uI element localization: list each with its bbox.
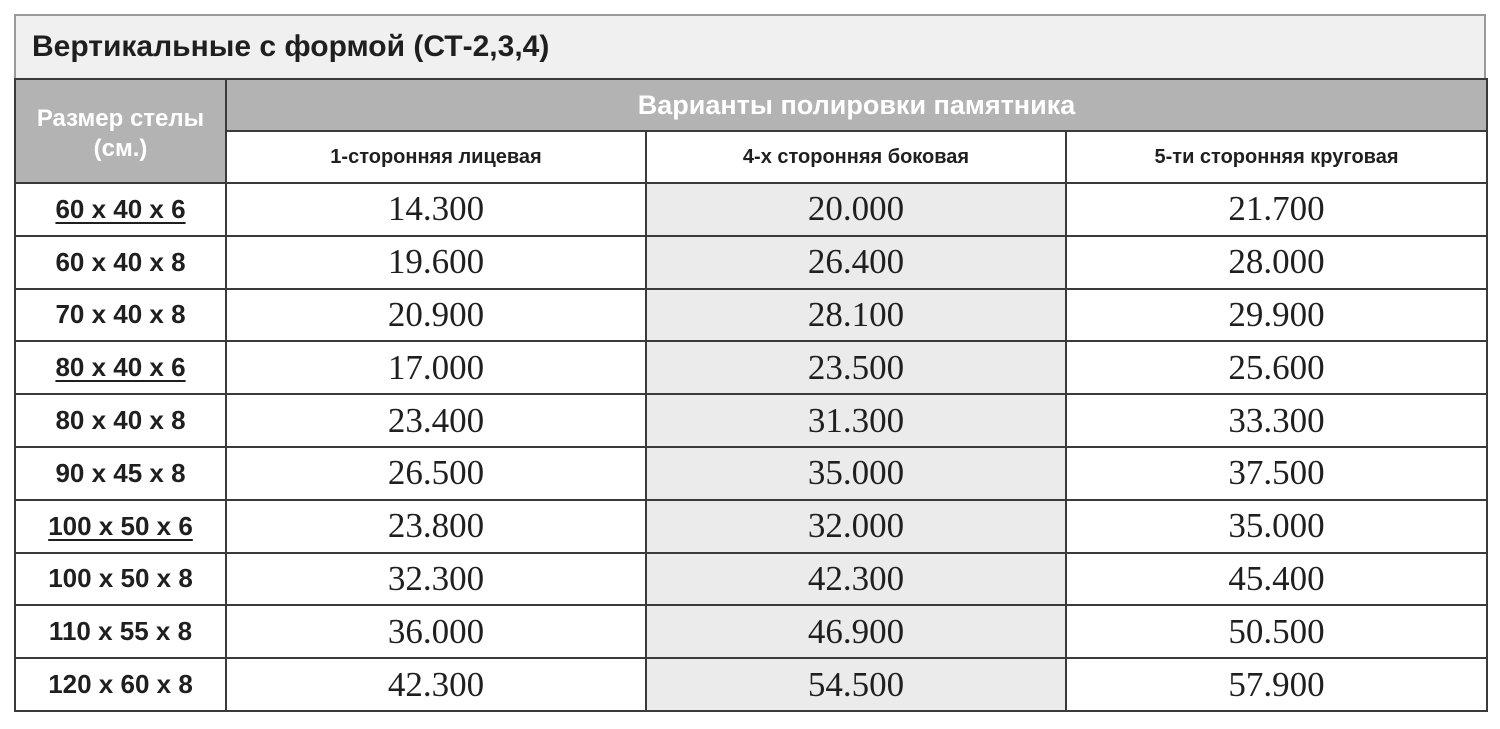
table-row — [15, 553, 1487, 606]
price-round-cell: 29.900 — [1066, 289, 1487, 342]
polish-options-header: Варианты полировки памятника — [226, 79, 1487, 131]
page-title: Вертикальные с формой (СТ-2,3,4) — [16, 16, 1484, 78]
price-face-cell: 19.600 — [226, 236, 646, 289]
table-row — [15, 447, 1487, 500]
price-round-cell: 28.000 — [1066, 236, 1487, 289]
header-row-columns — [15, 131, 1487, 183]
price-round-cell: 35.000 — [1066, 500, 1487, 553]
stele-size-cell — [15, 553, 226, 606]
stele-size-label: 80 x 40 x 6 — [55, 352, 186, 383]
price-round-cell: 57.900 — [1066, 658, 1487, 711]
stele-size-label: 120 x 60 x 8 — [48, 669, 193, 700]
stele-size-label: 60 x 40 x 6 — [55, 193, 186, 224]
price-side-cell: 31.300 — [646, 394, 1066, 447]
price-face-cell: 42.300 — [226, 658, 646, 711]
stele-size-cell — [15, 658, 226, 711]
column-header-round: 5-ти сторонняя круговая — [1066, 131, 1487, 183]
price-face-cell: 20.900 — [226, 289, 646, 342]
price-side-cell: 28.100 — [646, 289, 1066, 342]
price-face-cell: 26.500 — [226, 447, 646, 500]
price-face-cell: 32.300 — [226, 553, 646, 606]
price-round-cell: 25.600 — [1066, 341, 1487, 394]
stele-size-cell — [15, 500, 226, 553]
column-header-side: 4-х сторонняя боковая — [646, 131, 1066, 183]
table-row — [15, 341, 1487, 394]
price-round-cell: 21.700 — [1066, 183, 1487, 236]
price-side-cell: 20.000 — [646, 183, 1066, 236]
stele-size-label: 90 x 45 x 8 — [55, 457, 186, 488]
price-side-cell: 46.900 — [646, 605, 1066, 658]
table-row — [15, 236, 1487, 289]
price-side-cell: 23.500 — [646, 341, 1066, 394]
price-side-cell: 42.300 — [646, 553, 1066, 606]
price-round-cell: 33.300 — [1066, 394, 1487, 447]
table-row — [15, 289, 1487, 342]
size-column-header: Размер стелы (см.) — [15, 79, 226, 183]
table-row — [15, 658, 1487, 711]
price-side-cell: 32.000 — [646, 500, 1066, 553]
price-face-cell: 36.000 — [226, 605, 646, 658]
table-row — [15, 394, 1487, 447]
stele-size-cell — [15, 236, 226, 289]
stele-size-cell — [15, 289, 226, 342]
stele-size-cell — [15, 183, 226, 236]
price-table — [14, 78, 1488, 712]
price-face-cell: 14.300 — [226, 183, 646, 236]
table-row — [15, 183, 1487, 236]
stele-size-cell — [15, 341, 226, 394]
stele-size-cell — [15, 605, 226, 658]
stele-size-label: 110 x 55 x 8 — [48, 616, 193, 647]
price-table-body — [15, 183, 1487, 711]
stele-size-label: 80 x 40 x 8 — [55, 405, 186, 436]
price-side-cell: 26.400 — [646, 236, 1066, 289]
table-row — [15, 500, 1487, 553]
stele-size-label: 70 x 40 x 8 — [55, 299, 186, 330]
price-face-cell: 17.000 — [226, 341, 646, 394]
price-round-cell: 45.400 — [1066, 553, 1487, 606]
price-side-cell: 54.500 — [646, 658, 1066, 711]
stele-size-cell — [15, 447, 226, 500]
price-round-cell: 37.500 — [1066, 447, 1487, 500]
header-row-group — [15, 79, 1487, 131]
stele-size-cell — [15, 394, 226, 447]
column-header-face: 1-сторонняя лицевая — [226, 131, 646, 183]
price-face-cell: 23.400 — [226, 394, 646, 447]
price-face-cell: 23.800 — [226, 500, 646, 553]
price-side-cell: 35.000 — [646, 447, 1066, 500]
table-row — [15, 605, 1487, 658]
stele-size-label: 60 x 40 x 8 — [55, 246, 186, 277]
stele-size-label: 100 x 50 x 6 — [48, 510, 193, 541]
stele-size-label: 100 x 50 x 8 — [48, 563, 193, 594]
price-round-cell: 50.500 — [1066, 605, 1487, 658]
